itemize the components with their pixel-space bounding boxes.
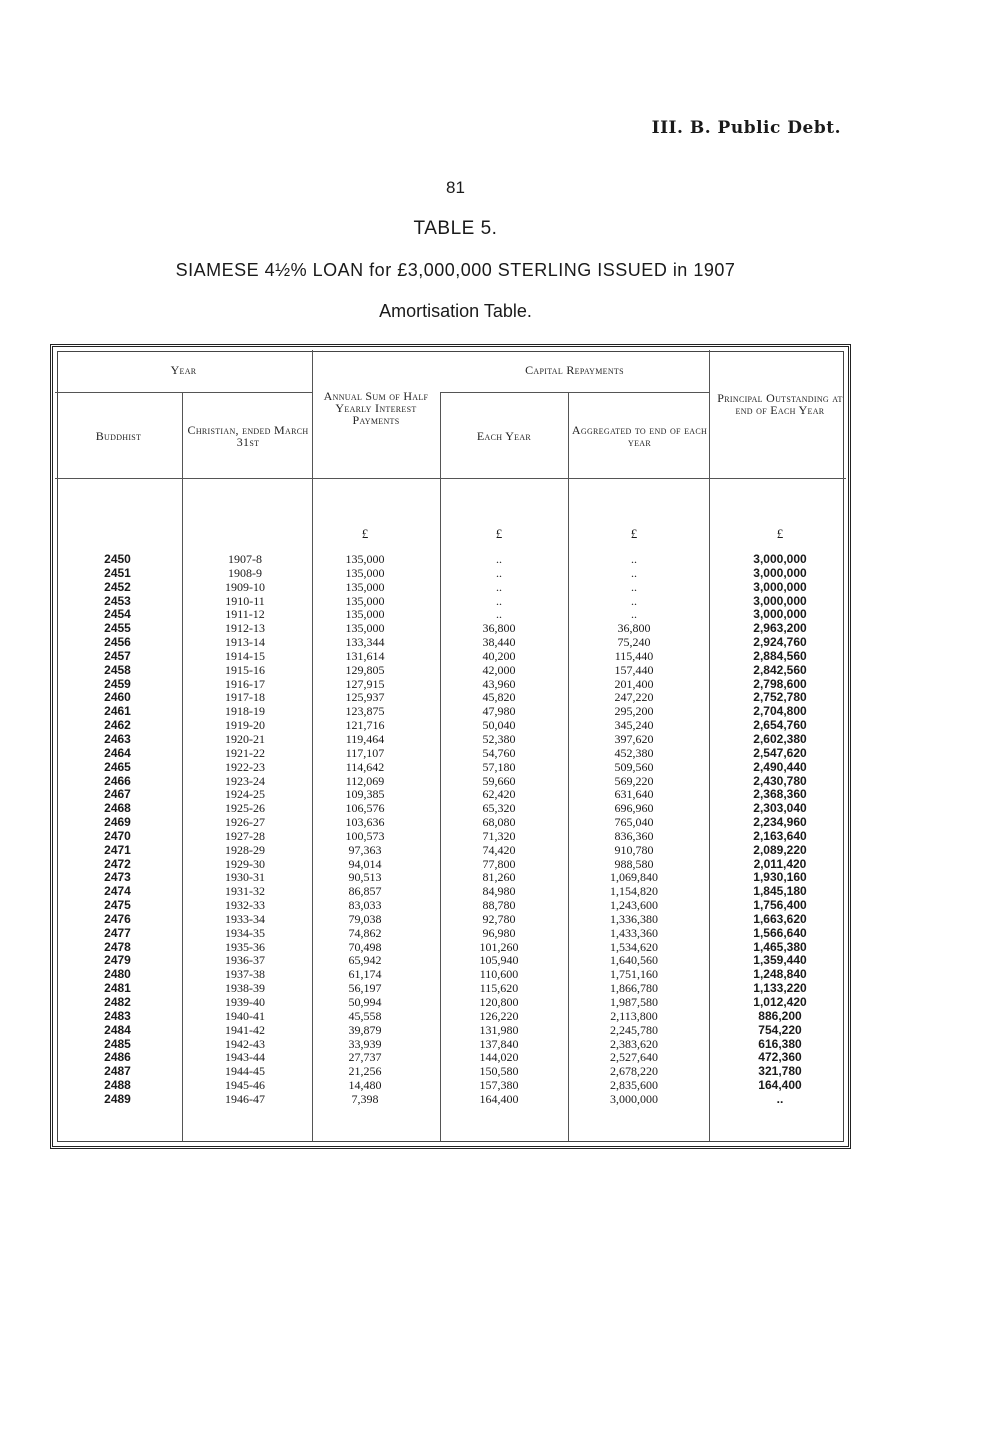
table-cell: 1911-12 — [225, 607, 265, 622]
table-cell: 135,000 — [345, 621, 385, 636]
table-cell: 2477 — [104, 925, 131, 940]
table-cell: 27,737 — [348, 1050, 382, 1065]
table-cell: 765,040 — [614, 815, 654, 830]
table-cell: 42,000 — [482, 662, 516, 677]
table-cell: 2482 — [104, 995, 131, 1009]
table-cell: 1930-31 — [225, 870, 265, 885]
table-cell: 1916-17 — [225, 676, 265, 691]
header-christian: Christian, ended March 31st — [187, 423, 309, 449]
table-cell: 2486 — [104, 1050, 131, 1065]
table-cell: 3,000,000 — [753, 607, 807, 622]
table-cell: 45,558 — [348, 1008, 382, 1023]
table-cell: 2,490,440 — [753, 759, 807, 774]
divider — [55, 478, 846, 479]
table-cell: 201,400 — [614, 676, 654, 691]
table-cell: 126,220 — [479, 1008, 519, 1023]
table-cell: 2488 — [104, 1078, 131, 1093]
table-cell: 1,756,400 — [753, 898, 807, 913]
table-cell: 1944-45 — [225, 1064, 265, 1079]
table-cell: 2,011,420 — [753, 856, 807, 871]
table-cell: 14,480 — [348, 1078, 382, 1093]
table-cell: 397,620 — [614, 731, 654, 746]
table-cell: 97,363 — [348, 842, 382, 857]
table-cell: 1939-40 — [225, 995, 265, 1009]
table-cell: 2,963,200 — [753, 621, 807, 636]
table-cell: 1936-37 — [225, 953, 265, 968]
table-cell: 2471 — [104, 842, 131, 857]
table-cell: 1,465,380 — [753, 939, 807, 954]
table-cell: 2,798,600 — [753, 676, 807, 691]
table-cell: 2455 — [104, 621, 131, 636]
page-number: 81 — [446, 178, 465, 197]
table-cell: 54,760 — [482, 745, 516, 760]
table-cell: 2475 — [104, 898, 131, 913]
table-cell: 2461 — [104, 704, 131, 719]
table-cell: 2,835,600 — [610, 1078, 658, 1093]
table-cell: 96,980 — [482, 925, 516, 940]
table-cell: 164,400 — [479, 1091, 519, 1106]
table-cell: 2,368,360 — [753, 787, 807, 802]
table-cell: 1943-44 — [225, 1050, 265, 1065]
table-cell: 110,600 — [479, 967, 519, 982]
table-cell: 56,197 — [348, 981, 382, 996]
table-cell: 61,174 — [348, 967, 382, 982]
header-aggregated: Aggregated to end of each year — [571, 423, 708, 449]
divider — [440, 393, 441, 1141]
header-interest: Annual Sum of Half Yearly Interest Payments — [323, 389, 429, 427]
table-cell: 2,234,960 — [753, 815, 807, 830]
table-cell: 2462 — [104, 718, 131, 733]
loan-title: SIAMESE 4½% LOAN for £3,000,000 STERLING ISSUED in 1907 — [175, 260, 736, 280]
table-cell: 1941-42 — [225, 1022, 265, 1037]
table-cell: 1931-32 — [225, 884, 265, 899]
table-cell: 2474 — [104, 884, 131, 899]
table-cell: 1,336,380 — [610, 911, 658, 926]
table-cell: 2,884,560 — [753, 648, 807, 663]
table-cell: 90,513 — [348, 870, 382, 885]
table-cell: 2459 — [104, 676, 131, 691]
table-cell: 1,248,840 — [753, 967, 807, 982]
table-cell: 36,800 — [617, 621, 651, 636]
table-cell: 1920-21 — [225, 731, 265, 746]
table-cell: 2,752,780 — [753, 690, 807, 705]
table-cell: 886,200 — [758, 1008, 802, 1023]
table-cell: 2,383,620 — [610, 1036, 658, 1051]
table-cell: 144,020 — [479, 1050, 519, 1065]
table-cell: 43,960 — [482, 676, 516, 691]
table-cell: 1,433,360 — [610, 925, 658, 940]
table-cell: 1933-34 — [225, 911, 265, 926]
table-cell: 2454 — [104, 607, 131, 622]
column-aggregated — [593, 553, 675, 1107]
table-cell: 112,069 — [345, 773, 385, 788]
table-cell: 92,780 — [482, 911, 516, 926]
table-inner-border — [57, 351, 844, 1142]
table-cell: 59,660 — [482, 773, 516, 788]
divider — [709, 350, 710, 1141]
table-cell: 2470 — [104, 828, 131, 843]
table-cell: .. — [631, 579, 637, 594]
table-cell: 2481 — [104, 981, 131, 996]
currency-symbol: £ — [361, 526, 369, 541]
amortisation-table — [50, 344, 851, 1149]
table-cell: 75,240 — [617, 635, 651, 650]
table-cell: 1926-27 — [225, 815, 265, 830]
table-cell: .. — [631, 593, 637, 608]
table-cell: 157,440 — [614, 662, 654, 677]
header-year: Year — [170, 363, 197, 377]
column-interest — [330, 553, 400, 1107]
table-cell: 1,133,220 — [753, 981, 807, 996]
table-cell: 7,398 — [351, 1091, 379, 1106]
table-cell: 133,344 — [345, 635, 385, 650]
divider — [55, 392, 312, 393]
header-capital-repayments: Capital Repayments — [525, 363, 624, 377]
table-cell: 1,359,440 — [753, 953, 807, 968]
table-cell: 1914-15 — [225, 648, 265, 663]
table-cell: 1921-22 — [225, 745, 265, 760]
table-cell: 2,430,780 — [753, 773, 807, 788]
table-cell: 2,113,800 — [610, 1008, 658, 1023]
table-cell: 1924-25 — [225, 787, 265, 802]
table-cell: 2457 — [104, 648, 131, 663]
table-cell: 117,107 — [345, 745, 385, 760]
table-cell: .. — [496, 565, 502, 580]
table-cell: 2,602,380 — [753, 731, 807, 746]
section-header: III. B. Public Debt. — [651, 118, 841, 138]
table-cell: 1,845,180 — [753, 884, 807, 899]
table-cell: .. — [496, 593, 502, 608]
table-cell: 2,924,760 — [753, 635, 807, 650]
table-cell: 321,780 — [758, 1064, 802, 1079]
table-cell: 115,620 — [479, 981, 519, 996]
table-cell: 2453 — [104, 593, 131, 608]
table-cell: 2489 — [104, 1091, 131, 1106]
table-cell: 472,360 — [758, 1050, 802, 1065]
table-cell: 164,400 — [758, 1078, 802, 1093]
table-cell: 295,200 — [614, 704, 654, 719]
table-cell: 1,154,820 — [610, 884, 658, 899]
table-cell: 2465 — [104, 759, 131, 774]
table-cell: 50,040 — [482, 718, 516, 733]
table-cell: 157,380 — [479, 1078, 519, 1093]
table-cell: 109,385 — [345, 787, 385, 802]
table-cell: 2478 — [104, 939, 131, 954]
table-cell: 2,654,760 — [753, 718, 807, 733]
table-cell: 569,220 — [614, 773, 654, 788]
table-cell: 135,000 — [345, 565, 385, 580]
table-cell: 129,805 — [345, 662, 385, 677]
table-cell: .. — [496, 607, 502, 622]
table-cell: 3,000,000 — [753, 565, 807, 580]
table-cell: 103,636 — [345, 815, 385, 830]
table-cell: 137,840 — [479, 1036, 519, 1051]
table-cell: 1917-18 — [225, 690, 265, 705]
table-cell: 135,000 — [345, 552, 385, 566]
table-cell: 616,380 — [758, 1036, 802, 1051]
table-cell: 2456 — [104, 635, 131, 650]
table-cell: 2476 — [104, 911, 131, 926]
table-cell: 452,380 — [614, 745, 654, 760]
table-cell: 247,220 — [614, 690, 654, 705]
table-cell: 910,780 — [614, 842, 654, 857]
divider — [440, 392, 709, 393]
table-cell: 1929-30 — [225, 856, 265, 871]
table-cell: 57,180 — [482, 759, 516, 774]
table-cell: 836,360 — [614, 828, 654, 843]
table-cell: 135,000 — [345, 579, 385, 594]
table-cell: 2,303,040 — [753, 801, 807, 816]
table-cell: 1925-26 — [225, 801, 265, 816]
table-cell: 135,000 — [345, 593, 385, 608]
currency-symbol: £ — [495, 526, 503, 541]
table-cell: 131,980 — [479, 1022, 519, 1037]
table-cell: 1,640,560 — [610, 953, 658, 968]
table-cell: 1908-9 — [228, 565, 262, 580]
table-cell: 1915-16 — [225, 662, 265, 677]
table-cell: 696,960 — [614, 801, 654, 816]
table-cell: 2,678,220 — [610, 1064, 658, 1079]
currency-symbol: £ — [776, 526, 784, 541]
table-cell: 754,220 — [758, 1022, 802, 1037]
table-cell: 1,930,160 — [753, 870, 807, 885]
table-cell: 86,857 — [348, 884, 382, 899]
table-cell: 2,547,620 — [753, 745, 807, 760]
column-principal — [735, 553, 825, 1107]
table-cell: 2480 — [104, 967, 131, 982]
table-cell: 1913-14 — [225, 635, 265, 650]
table-cell: 2472 — [104, 856, 131, 871]
table-cell: 2463 — [104, 731, 131, 746]
table-cell: 83,033 — [348, 898, 382, 913]
table-cell: 1907-8 — [228, 552, 262, 566]
table-cell: 1945-46 — [225, 1078, 265, 1093]
table-cell: .. — [631, 565, 637, 580]
table-cell: 2460 — [104, 690, 131, 705]
table-cell: 2458 — [104, 662, 131, 677]
table-cell: .. — [496, 579, 502, 594]
divider — [568, 393, 569, 1141]
table-cell: .. — [631, 607, 637, 622]
table-cell: 2464 — [104, 745, 131, 760]
table-cell: 1,663,620 — [753, 911, 807, 926]
table-cell: 3,000,000 — [610, 1091, 658, 1106]
table-cell: 1946-47 — [225, 1091, 265, 1106]
table-cell: 2,163,640 — [753, 828, 807, 843]
table-cell: 2,704,800 — [753, 704, 807, 719]
table-cell: 509,560 — [614, 759, 654, 774]
table-cell: 88,780 — [482, 898, 516, 913]
table-cell: 1,866,780 — [610, 981, 658, 996]
table-cell: 114,642 — [345, 759, 385, 774]
table-cell: .. — [496, 552, 502, 566]
divider — [312, 350, 313, 1141]
table-cell: 1928-29 — [225, 842, 265, 857]
table-cell: 1940-41 — [225, 1008, 265, 1023]
table-cell: 33,939 — [348, 1036, 382, 1051]
table-cell: 106,576 — [345, 801, 385, 816]
table-cell: 2468 — [104, 801, 131, 816]
table-cell: 988,580 — [614, 856, 654, 871]
table-cell: .. — [631, 552, 637, 566]
table-cell: 1942-43 — [225, 1036, 265, 1051]
table-cell: 1938-39 — [225, 981, 265, 996]
table-cell: 2485 — [104, 1036, 131, 1051]
table-cell: 71,320 — [482, 828, 516, 843]
table-cell: 127,915 — [345, 676, 385, 691]
table-cell: 2483 — [104, 1008, 131, 1023]
divider — [182, 393, 183, 1141]
table-cell: 123,875 — [345, 704, 385, 719]
table-cell: 125,937 — [345, 690, 385, 705]
table-cell: 39,879 — [348, 1022, 382, 1037]
table-cell: 1,012,420 — [753, 995, 807, 1009]
table-cell: 2469 — [104, 815, 131, 830]
table-cell: 2452 — [104, 579, 131, 594]
table-cell: 3,000,000 — [753, 552, 807, 566]
table-cell: .. — [776, 1091, 784, 1106]
column-each-year — [460, 553, 538, 1107]
table-cell: 1909-10 — [225, 579, 265, 594]
table-cell: 1910-11 — [225, 593, 265, 608]
table-subtitle: Amortisation Table. — [379, 301, 532, 321]
table-cell: 135,000 — [345, 607, 385, 622]
table-cell: 1918-19 — [225, 704, 265, 719]
table-cell: 131,614 — [345, 648, 385, 663]
table-cell: 2,527,640 — [610, 1050, 658, 1065]
currency-symbol: £ — [630, 526, 638, 541]
table-cell: 65,942 — [348, 953, 382, 968]
table-cell: 1,069,840 — [610, 870, 658, 885]
header-principal: Principal Outstanding at end of Each Year — [717, 391, 843, 417]
table-cell: 65,320 — [482, 801, 516, 816]
table-cell: 1912-13 — [225, 621, 265, 636]
table-cell: 2466 — [104, 773, 131, 788]
table-cell: 81,260 — [482, 870, 516, 885]
table-cell: 1927-28 — [225, 828, 265, 843]
table-cell: 38,440 — [482, 635, 516, 650]
table-cell: 1,751,160 — [610, 967, 658, 982]
table-cell: 62,420 — [482, 787, 516, 802]
table-cell: 2,842,560 — [753, 662, 807, 677]
table-cell: 1,566,640 — [753, 925, 807, 940]
header-buddhist: Buddhist — [95, 429, 142, 443]
table-cell: 70,498 — [348, 939, 382, 954]
table-cell: 150,580 — [479, 1064, 519, 1079]
table-cell: 119,464 — [345, 731, 385, 746]
table-cell: 2487 — [104, 1064, 131, 1079]
table-cell: 40,200 — [482, 648, 516, 663]
table-cell: 115,440 — [614, 648, 654, 663]
table-cell: 2,245,780 — [610, 1022, 658, 1037]
table-cell: 45,820 — [482, 690, 516, 705]
table-cell: 2451 — [104, 565, 131, 580]
column-christian — [195, 553, 295, 1107]
table-cell: 36,800 — [482, 621, 516, 636]
table-cell: 2467 — [104, 787, 131, 802]
table-cell: 101,260 — [479, 939, 519, 954]
table-cell: 2,089,220 — [753, 842, 807, 857]
table-cell: 3,000,000 — [753, 579, 807, 594]
table-cell: 74,862 — [348, 925, 382, 940]
table-cell: 121,716 — [345, 718, 385, 733]
table-cell: 79,038 — [348, 911, 382, 926]
table-cell: 1922-23 — [225, 759, 265, 774]
table-cell: 74,420 — [482, 842, 516, 857]
table-cell: 21,256 — [348, 1064, 382, 1079]
table-cell: 105,940 — [479, 953, 519, 968]
table-cell: 631,640 — [614, 787, 654, 802]
table-cell: 68,080 — [482, 815, 516, 830]
table-cell: 50,994 — [348, 995, 382, 1009]
table-title: TABLE 5. — [413, 218, 498, 239]
table-cell: 1,987,580 — [610, 995, 658, 1009]
table-cell: 2450 — [104, 552, 131, 566]
table-cell: 2473 — [104, 870, 131, 885]
table-cell: 1934-35 — [225, 925, 265, 940]
table-cell: 1935-36 — [225, 939, 265, 954]
table-cell: 84,980 — [482, 884, 516, 899]
table-cell: 3,000,000 — [753, 593, 807, 608]
table-cell: 1919-20 — [225, 718, 265, 733]
table-cell: 120,800 — [479, 995, 519, 1009]
table-cell: 1923-24 — [225, 773, 265, 788]
header-each-year: Each Year — [476, 429, 532, 443]
table-cell: 100,573 — [345, 828, 385, 843]
column-buddhist — [85, 553, 150, 1107]
table-cell: 2484 — [104, 1022, 131, 1037]
table-cell: 94,014 — [348, 856, 382, 871]
table-cell: 1937-38 — [225, 967, 265, 982]
table-cell: 1932-33 — [225, 898, 265, 913]
table-cell: 47,980 — [482, 704, 516, 719]
table-cell: 1,534,620 — [610, 939, 658, 954]
table-cell: 52,380 — [482, 731, 516, 746]
table-cell: 345,240 — [614, 718, 654, 733]
table-cell: 1,243,600 — [610, 898, 658, 913]
table-cell: 77,800 — [482, 856, 516, 871]
table-cell: 2479 — [104, 953, 131, 968]
